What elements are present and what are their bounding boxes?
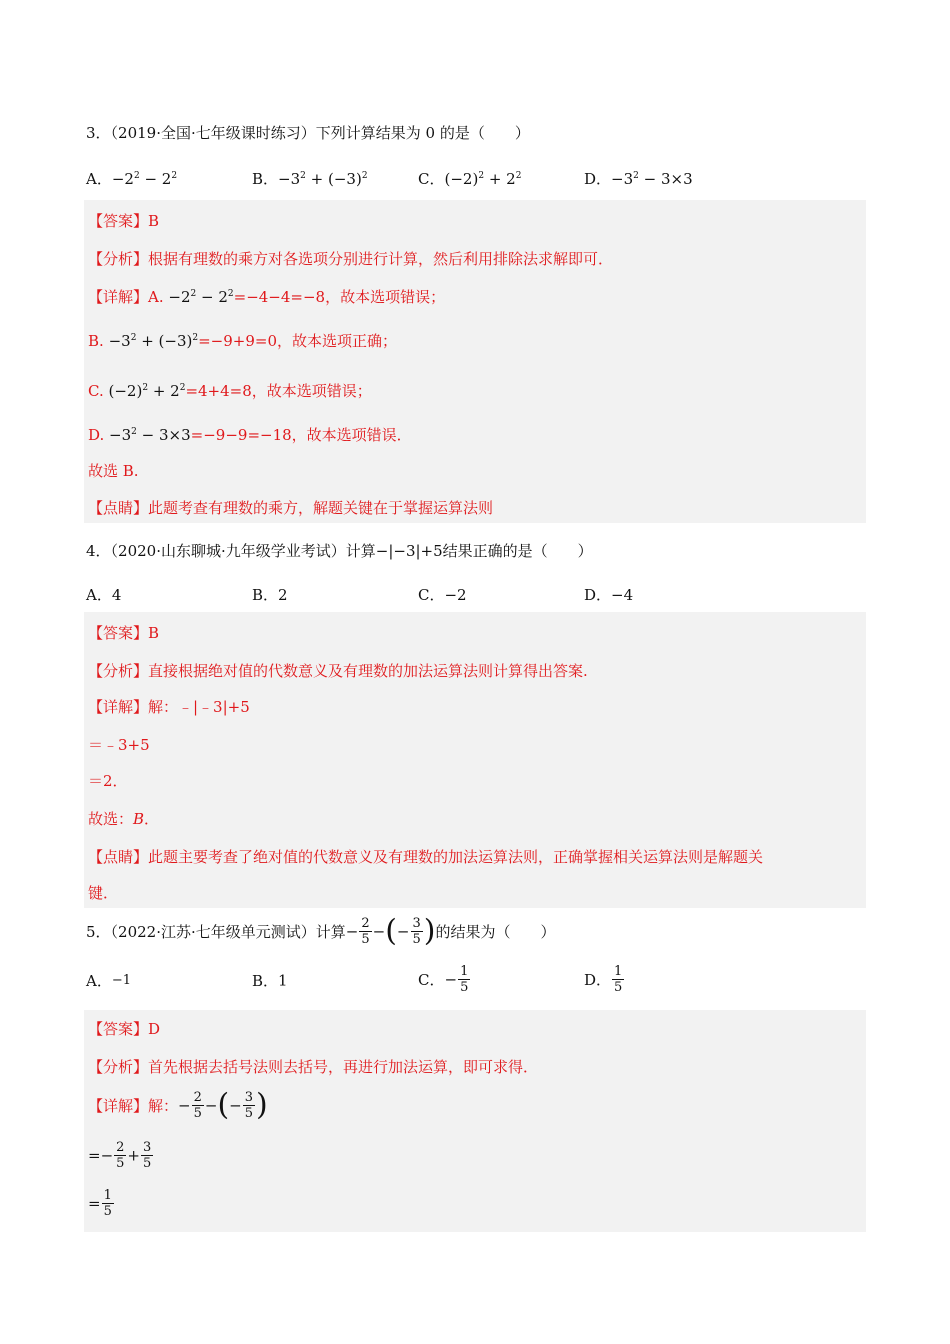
q4-step-1: ＝﹣3+5 — [88, 736, 150, 754]
q3-option-a: A．$-2^2 - 2^2$ — [86, 170, 178, 188]
q5-step-2: = $\frac{1}{5}$ — [88, 1188, 112, 1219]
q5-option-c: C．− $\frac{1}{5}$ — [418, 964, 469, 995]
q5-option-b: B．1 — [252, 971, 288, 990]
q4-option-d: D．−4 — [584, 586, 634, 604]
q3-detail-c: C. $(-2)^2 + 2^2=4+4=8$，故本选项错误； — [88, 382, 372, 400]
q3-option-d: D．$-3^2 - 3\times 3$ — [584, 170, 693, 188]
q3-detail-d: D. $-3^2 - 3\times 3=-9-9=-18$，故本选项错误． — [88, 426, 412, 444]
q3-answer-box — [84, 200, 866, 523]
q4-answer-box — [84, 612, 866, 908]
q4-step-2: ＝2． — [88, 772, 128, 790]
q3-option-b: B．$-3^2 + (-3)^2$ — [252, 170, 368, 188]
q4-answer: 【答案】B — [88, 624, 160, 642]
q5-detail: 【详解】解：− $\frac{2}{5}$ −(− $\frac{3}{5}$ ) — [88, 1087, 268, 1123]
q4-analysis: 【分析】直接根据绝对值的代数意义及有理数的加法运算法则计算得出答案. — [88, 662, 588, 680]
q4-comment-line-1: 【点睛】此题主要考查了绝对值的代数意义及有理数的加法运算法则，正确掌握相关运算法则是解题关 — [88, 848, 764, 866]
q5-answer-box — [84, 1010, 866, 1232]
q4-choose: 故选：B． — [88, 810, 160, 828]
q4-detail: 【详解】解：﹣|﹣3|+5 — [88, 698, 250, 716]
q5-step-1: =− $\frac{2}{5}$ + $\frac{3}{5}$ — [88, 1140, 152, 1171]
q5-answer: 【答案】D — [88, 1020, 161, 1038]
q5-analysis: 【分析】首先根据去括号法则去括号，再进行加法运算，即可求得． — [88, 1058, 539, 1076]
q3-analysis: 【分析】根据有理数的乘方对各选项分别进行计算，然后利用排除法求解即可． — [88, 250, 614, 268]
question-4-stem: 4．（2020·山东聊城·九年级学业考试）计算−|−3|+5结果正确的是（ ） — [86, 542, 593, 560]
q3-option-c: C．$(-2)^2 + 2^2$ — [418, 170, 522, 188]
q5-option-a: A．−1 — [86, 972, 132, 990]
q3-detail-a: 【详解】A. $-2^2 - 2^2=-4-4=-8$，故本选项错误； — [88, 288, 446, 306]
q4-comment-line-2: 键． — [88, 884, 119, 902]
question-3-stem: 3．（2019·全国·七年级课时练习）下列计算结果为 0 的是（ ） — [86, 124, 530, 142]
q5-option-d: D． $\frac{1}{5}$ — [584, 964, 623, 995]
question-5-stem: 5．（2022·江苏·七年级单元测试）计算− $\frac{2}{5}$ −(− $\frac{3}{5}$ )的结果为（ ） — [86, 913, 556, 949]
q3-answer: 【答案】B — [88, 212, 160, 230]
q4-option-b: B．2 — [252, 586, 288, 604]
q4-option-c: C．−2 — [418, 586, 467, 604]
q4-option-a: A．4 — [86, 586, 122, 604]
q3-choose: 故选 B. — [88, 462, 139, 480]
q3-comment: 【点睛】此题考查有理数的乘方，解题关键在于掌握运算法则 — [88, 499, 494, 517]
q3-detail-b: B. $-3^2 + (-3)^2=-9+9=0$，故本选项正确； — [88, 332, 397, 350]
